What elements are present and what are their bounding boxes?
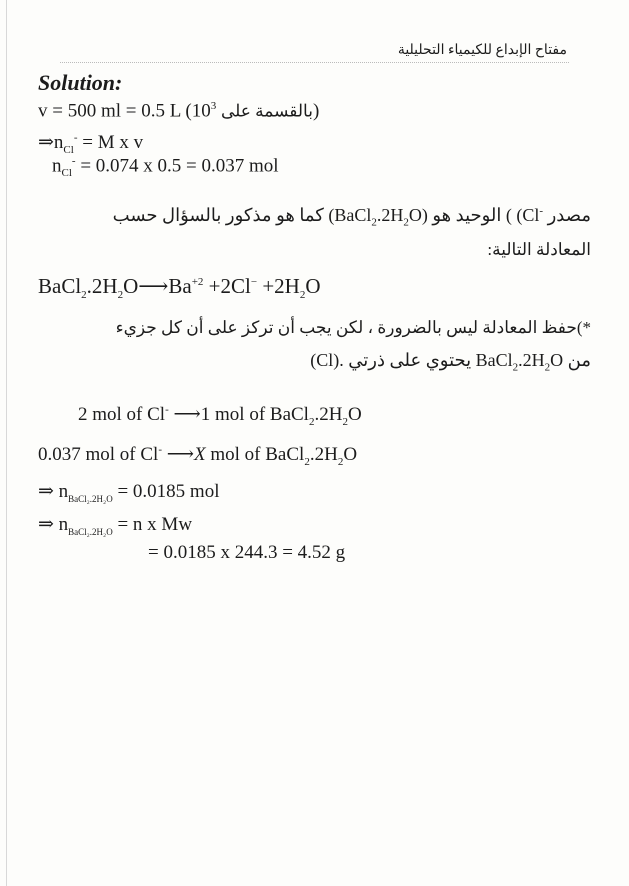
rx-r3: O: [123, 274, 139, 298]
solution-label: Solution:: [38, 70, 123, 95]
s2-a: 0.037 mol of Cl: [38, 444, 159, 465]
moles-result-line: [38, 480, 219, 504]
s2-c-sub: 2: [337, 455, 344, 468]
rx-p1-sup: +2: [191, 276, 204, 288]
ar4-c-sub: 2: [544, 361, 551, 374]
rx-p2-sup: −: [250, 276, 258, 288]
ratio-line-1: [78, 403, 362, 428]
moles-calc-sub: Cl: [61, 167, 72, 180]
moles-formula-line: [38, 131, 143, 156]
ar1-b: (Cl: [516, 205, 540, 225]
moles-calc-prefix: n: [52, 155, 62, 177]
ar1-c: ) الوحيد هو: [432, 205, 512, 225]
ar4-a: من: [567, 350, 591, 370]
mass-formula-line: [38, 513, 192, 537]
rx-p1: Ba: [168, 274, 192, 298]
ar4-b: BaCl: [475, 350, 513, 370]
s3-prefix: ⇒ n: [38, 481, 69, 502]
s1-a-sup: -: [165, 403, 169, 416]
ar4-d: O: [550, 350, 564, 370]
ar1-b-sup: -: [539, 205, 544, 217]
mass-calc-line: = 0.0185 x 244.3 = 4.52 g: [148, 542, 346, 563]
ratio-line-2: [38, 443, 357, 468]
s1-b: 1 mol of BaCl: [200, 404, 309, 425]
s4-rest: = n x Mw: [112, 514, 193, 535]
moles-calc-rest: = 0.074 x 0.5 = 0.037 mol: [75, 155, 279, 177]
moles-formula-sup: -: [73, 131, 78, 144]
ar4-e: يحتوي على ذرتي: [348, 350, 472, 370]
s2-c: .2H: [309, 444, 338, 465]
s2-x: X: [194, 444, 206, 465]
ar1-compound: [328, 205, 428, 229]
rx-r1-sub: 2: [81, 289, 87, 302]
s1-c-sub: 2: [342, 415, 348, 428]
s1-d: O: [347, 404, 362, 425]
rx-r2: .2H: [86, 274, 118, 298]
moles-calc-sup: -: [71, 155, 76, 167]
s1-arrow: ⟶: [173, 404, 201, 425]
page-header: مفتاح الإبداع للكيمياء التحليلية: [397, 43, 567, 58]
ar4-c: .2H: [518, 350, 545, 370]
s1-b-sub: 2: [308, 415, 315, 428]
volume-text: v = 500 ml = 0.5 L (10: [38, 100, 211, 122]
ar1-a: مصدر: [547, 205, 591, 225]
rx-p3-sub: 2: [299, 289, 306, 302]
rx-p2: +2Cl: [203, 274, 251, 298]
s3-rest: = 0.0185 mol: [112, 481, 220, 502]
ar1-chloride: [516, 205, 543, 225]
s4-sub: BaCl₂.2H₂O: [68, 526, 113, 537]
arabic-source-line: [113, 205, 591, 229]
s1-c: .2H: [314, 404, 343, 425]
rx-p4: O: [305, 274, 321, 298]
s2-d: O: [343, 444, 358, 465]
ar1-g: كما هو مذكور بالسؤال حسب: [112, 205, 324, 225]
s2-arrow: ⟶: [166, 444, 195, 465]
s2-b-sub: 2: [304, 455, 310, 468]
volume-exponent: 3: [210, 100, 217, 112]
moles-formula-rest: = M x v: [77, 132, 144, 153]
s2-a-sup: -: [158, 443, 163, 456]
rx-arrow: ⟶: [138, 274, 169, 298]
header-divider: [60, 62, 569, 63]
ar1-d-sub: 2: [371, 216, 377, 229]
moles-formula-sub: Cl: [63, 143, 74, 156]
volume-line: [38, 100, 319, 122]
ar4-f: (Cl).: [310, 350, 344, 370]
ar1-e: .2H: [376, 205, 404, 225]
rx-p3: +2H: [257, 274, 300, 298]
arabic-note-line: *)حفظ المعادلة ليس بالضرورة ، لكن يجب أن تركز على أن كل جزيء: [115, 318, 591, 337]
s3-sub: BaCl₂.2H₂O: [68, 493, 113, 504]
dissociation-equation: [38, 274, 321, 301]
page-fold-shadow: [6, 0, 7, 886]
s2-b: mol of BaCl: [205, 444, 305, 465]
rx-r1: BaCl: [38, 274, 82, 298]
arabic-equation-intro: المعادلة التالية:: [487, 240, 591, 259]
ar1-f: O): [408, 205, 428, 225]
volume-arabic-note: بالقسمة على: [220, 101, 313, 121]
moles-calc-line: [52, 155, 279, 179]
ar1-e-sub: 2: [403, 216, 409, 229]
ar1-d: (BaCl: [328, 205, 372, 225]
moles-formula-prefix: ⇒n: [38, 132, 64, 153]
s1-a: 2 mol of Cl: [78, 404, 166, 425]
arabic-atoms-line: [310, 350, 591, 374]
volume-close: ): [312, 100, 320, 122]
ar4-b-sub: 2: [512, 361, 519, 374]
rx-r2-sub: 2: [117, 289, 124, 302]
ar4-compound: [475, 350, 564, 374]
s4-prefix: ⇒ n: [38, 514, 69, 535]
